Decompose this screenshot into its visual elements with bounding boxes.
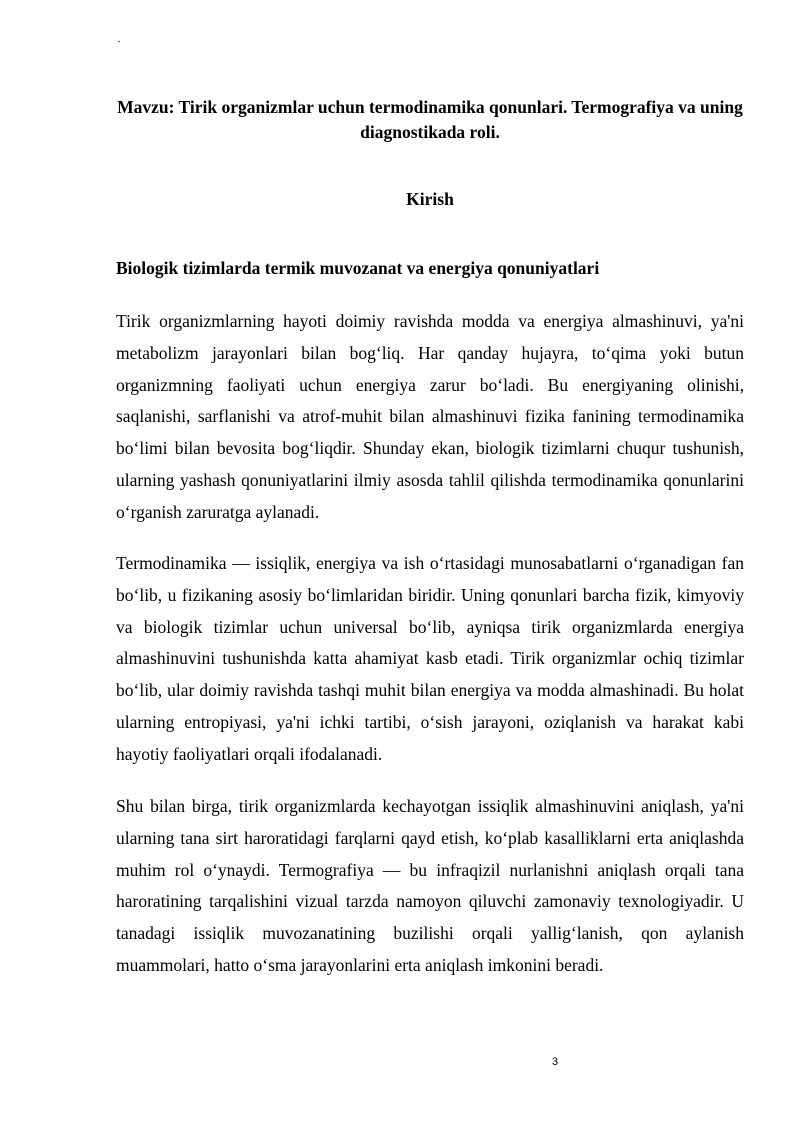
corner-mark: ` [117,38,121,52]
page-title: Mavzu: Tirik organizmlar uchun termodinamika qonunlari. Termografiya va uning diagnostikada roli. [117,97,743,142]
body-paragraph-1: Tirik organizmlarning hayoti doimiy ravishda modda va energiya almashinuvi, ya'ni metabolizm jarayonlari bilan bog‘liq. Har qanday hujayra, to‘qima yoki butun organizmning faoliyati uchun energiya zarur bo‘ladi. Bu energiyaning olinishi, saqlanishi, sarflanishi va atrof-muhit bilan almashinuvi fizika fanining termodinamika bo‘limi bilan bevosita bog‘liqdir. Shunday ekan, biologik tizimlarni chuqur tushunish, ularning yashash qonuniyatlarini ilmiy asosda tahlil qilishda termodinamika qonunlarini o‘rganish zaruratga aylanadi. [116,311,744,522]
page-number: 3 [551,1056,559,1068]
subsection-heading: Biologik tizimlarda termik muvozanat va energiya qonuniyatlari [116,258,600,278]
section-heading: Kirish [406,189,454,209]
body-paragraph-2: Termodinamika — issiqlik, energiya va ish o‘rtasidagi munosabatlarni o‘rganadigan fan bo‘lib, u fizikaning asosiy bo‘limlaridan biridir. Uning qonunlari barcha fizik, kimyoviy va biologik tizimlar uchun universal bo‘lib, ayniqsa tirik organizmlarda energiya almashinuvini tushunishda katta ahamiyat kasb etadi. Tirik organizmlar ochiq tizimlar bo‘lib, ular doimiy ravishda tashqi muhit bilan energiya va modda almashinadi. Bu holat ularning entropiyasi, ya'ni ichki tartibi, o‘sish jarayoni, oziqlanish va harakat kabi hayotiy faoliyatlari orqali ifodalanadi. [116,553,744,764]
body-paragraph-3: Shu bilan birga, tirik organizmlarda kechayotgan issiqlik almashinuvini aniqlash, ya'ni ularning tana sirt haroratidagi farqlarni qayd etish, ko‘plab kasalliklarni erta aniqlashda muhim rol o‘ynaydi. Termografiya — bu infraqizil nurlanishni aniqlash orqali tana haroratining tarqalishini vizual tarzda namoyon qiluvchi zamonaviy texnologiyadir. U tanadagi issiqlik muvozanatining buzilishi orqali yallig‘lanish, qon aylanish muammolari, hatto o‘sma jarayonlarini erta aniqlash imkonini beradi. [116,796,744,975]
